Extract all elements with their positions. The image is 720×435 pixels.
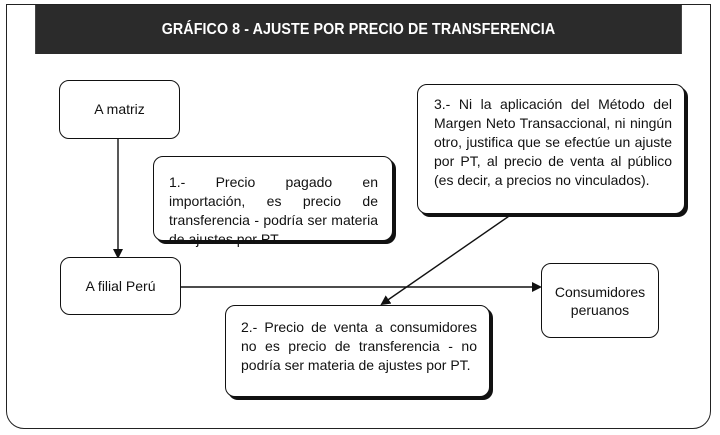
figure-title: GRÁFICO 8 - AJUSTE POR PRECIO DE TRANSFERENCIA <box>35 5 682 54</box>
node-filial-label: A filial Perú <box>85 277 156 294</box>
note-2-text: 2.- Precio de venta a consumidores no es precio de transferencia - no podría ser materia de ajustes por PT. <box>241 319 477 373</box>
note-1 <box>153 156 393 247</box>
note-3 <box>417 84 685 214</box>
note-3-text: 3.- Ni la aplicación del Método del Margen Neto Transaccional, ni ningún otro, justifica que se efectúe un ajuste por PT, al precio de venta al público (es decir, a precios no vinculados). <box>434 96 672 188</box>
note-2 <box>225 305 490 397</box>
node-consumidores <box>541 263 659 338</box>
note-1-text: 1.- Precio pagado en importación, es precio de transferencia - podría ser materia de ajustes por PT. <box>169 174 378 247</box>
node-matriz-label: A matriz <box>94 101 145 117</box>
node-filial <box>60 257 181 315</box>
node-matriz <box>59 80 180 139</box>
node-consumidores-label: Consumidores peruanos <box>554 283 646 318</box>
arrow-note3-to-note2 <box>382 203 528 304</box>
